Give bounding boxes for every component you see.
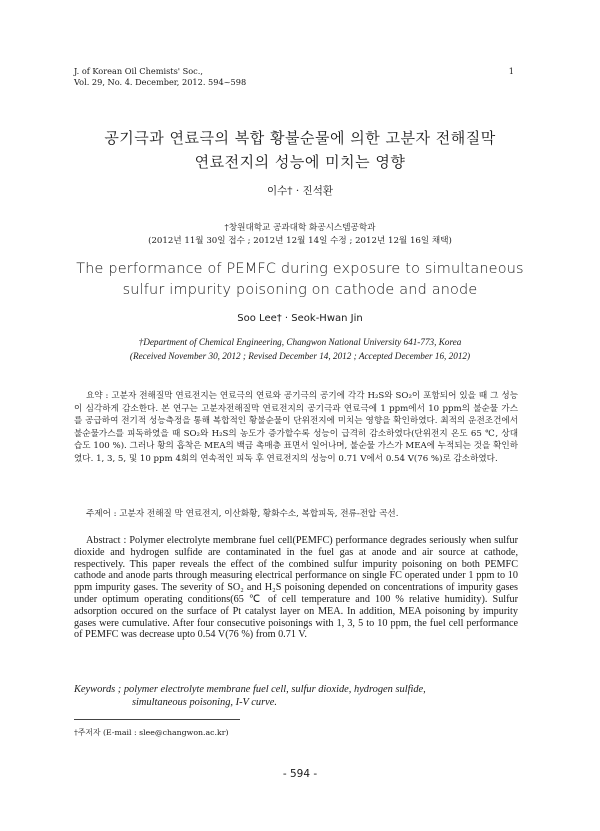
english-keywords-line1: Keywords ; polymer electrolyte membrane fuel cell, sulfur dioxide, hydrogen sulfide, [74,684,426,695]
journal-header [74,66,246,88]
korean-affiliation-block [40,222,560,248]
english-dates: (Received November 30, 2012 ; Revised December 14, 2012 ; Accepted December 16, 2012) [129,351,471,361]
korean-dates: (2012년 11월 30일 접수 ; 2012년 12월 14일 수정 ; 2012년 12월 16일 채택) [148,236,452,246]
page-number: - 594 - [282,768,318,780]
english-keywords [74,683,518,709]
footnote: †주저자 (E-mail : slee@changwon.ac.kr) [74,728,229,737]
english-keywords-line2: simultaneous poisoning, I-V curve. [132,697,277,708]
english-affiliation: †Department of Chemical Engineering, Changwon National University 641-773, Korea [138,337,462,347]
page-mark: 1 [508,66,514,76]
english-title-line2: sulfur impurity poisoning on cathode and anode [122,282,478,298]
english-title-line1: The performance of PEMFC during exposure to simultaneous [76,261,524,277]
english-abstract: Abstract : Polymer electrolyte membrane fuel cell(PEMFC) performance degrades seriously when sulfur dioxide and hydrogen sulfide are contaminated in the fuel gas at anode and air source at cathode, respectively. This paper reveals the effect of the combined sulfur impurity poisoning on both PEMFC cathode and anode parts through measuring electrical performance on single FC operated under 1 ppm to 10 ppm impurity gases. The severity of SO₂ and H₂S poisoning depended on concentrations of impurity gases under optimum operating conditions(65 ℃ of cell temperature and 100 % relative humidity). Sulfur adsorption occured on the surface of Pt catalyst layer on MEA. In addition, MEA poisoning by impurity gases were cumulative. After four consecutive poisonings with 1, 3, 5 to 10 ppm, the fuel cell performance of PEMFC was decrease upto 0.54 V(76 %) from 0.71 V. [74,535,518,641]
korean-keywords: 주제어 : 고분자 전해질 막 연료전지, 이산화황, 황화수소, 복합피독, 전류-전압 곡선. [86,509,399,519]
english-affiliation-block [40,335,560,363]
korean-affiliation: †창원대학교 공과대학 화공시스템공학과 [224,223,376,233]
english-authors: Soo Lee† · Seok-Hwan Jin [237,313,363,324]
korean-title-line2: 연료전지의 성능에 미치는 영향 [194,153,406,171]
korean-abstract: 요약 : 고분자 전해질막 연료전지는 연료극의 연료와 공기극의 공기에 각각 H₂S와 SO₂이 포함되어 있을 때 그 성능이 심각하게 감소한다. 본 연구는 고분자전해질막 연료전지의 공기극과 연료극에 1 ppm에서 10 ppm의 불순물 가스를 공급하여 전기적 성능측정을 통해 복합적인 황불순물이 단위전지에 미치는 영향을 확인하였다. 최적의 운전조건에서 불순물가스를 피독하였을 때 SO₂와 H₂S의 농도가 증가할수록 성능이 급격히 감소하였다(단위전지 온도 65 ℃, 상대습도 100 %). 그러나 황의 흡착은 MEA의 백금 촉매층 표면서 일어나며, 불순물 가스가 MEA에 누적되는 것을 확인하였다. 1, 3, 5, 및 10 ppm 4회의 연속적인 피독 후 연료전지의 성능이 0.71 V에서 0.54 V(76 %)로 감소하였다. [74,391,518,464]
korean-title-line1: 공기극과 연료극의 복합 황불순물에 의한 고분자 전해질막 [104,129,496,147]
footnote-divider [74,719,240,720]
korean-authors: 이수† · 진석환 [267,185,333,197]
journal-name: J. of Korean Oil Chemists' Soc., [74,66,203,76]
english-title [40,259,560,301]
journal-volume: Vol. 29, No. 4. December, 2012. 594~598 [74,77,247,87]
korean-title [40,126,560,174]
